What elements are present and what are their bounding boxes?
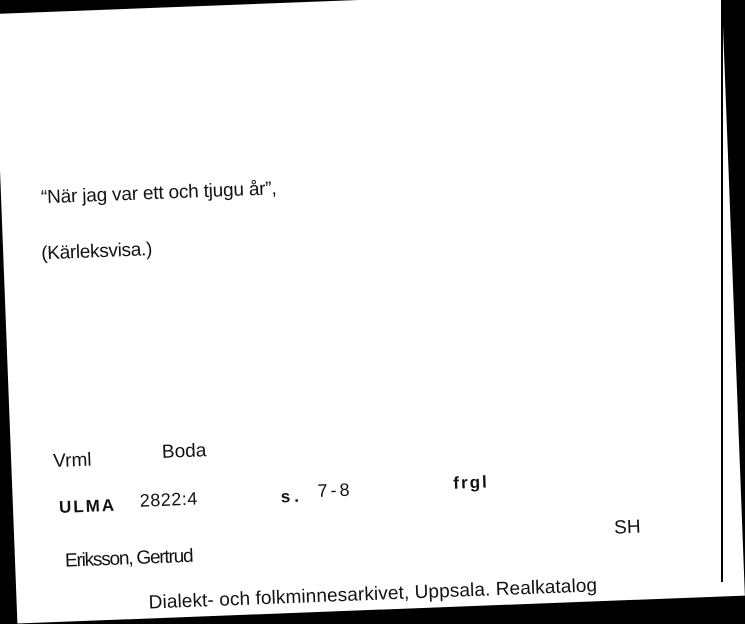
- song-title: “När jag var ett och tjugu år”,: [40, 178, 277, 209]
- region-code: Vrml: [52, 449, 92, 473]
- place-name: Boda: [161, 440, 207, 463]
- song-genre: (Kärleksvisa.): [40, 239, 153, 265]
- scan-edge: [721, 0, 723, 582]
- archive-footer: Dialekt- och folkminnesarkivet, Uppsala. Realkatalog: [148, 575, 598, 614]
- recorder-initials: SH: [613, 516, 641, 539]
- page-range: 7-8: [317, 479, 353, 501]
- page-label: s.: [280, 486, 304, 507]
- category-code: frgl: [452, 472, 490, 493]
- informant-name: Eriksson, Gertrud: [64, 545, 193, 572]
- archive-code: ULMA: [58, 495, 117, 517]
- archive-number: 2822:4: [139, 488, 199, 511]
